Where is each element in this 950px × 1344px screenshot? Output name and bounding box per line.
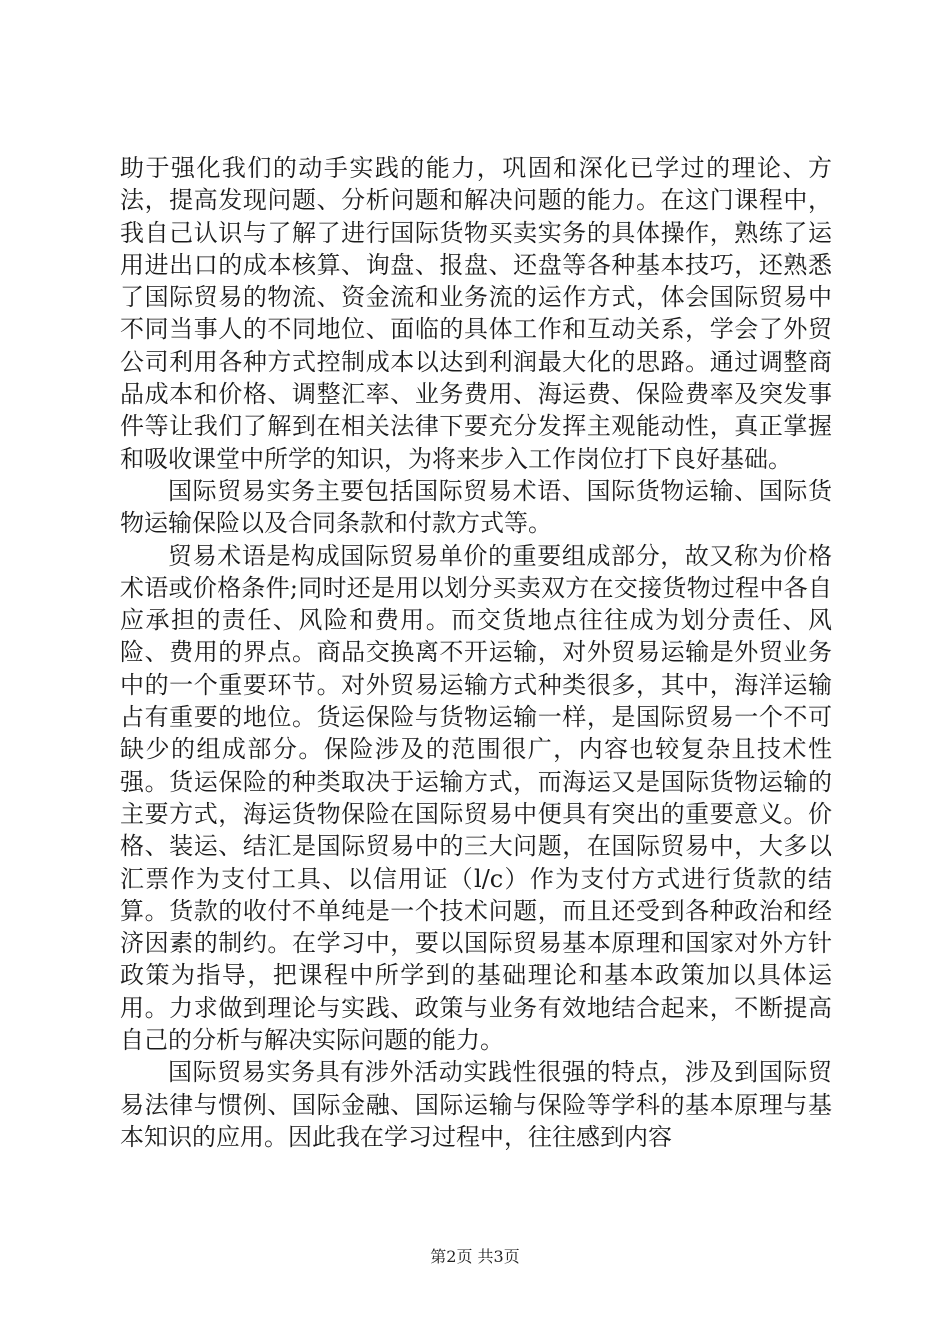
- paragraph-continuation: 助于强化我们的动手实践的能力，巩固和深化已学过的理论、方法，提高发现问题、分析问题和解决问题的能力。在这门课程中，我自己认识与了解了进行国际货物买卖实务的具体操作，熟练了运用进出口的成本核算、询盘、报盘、还盘等各种基本技巧，还熟悉了国际贸易的物流、资金流和业务流的运作方式，体会国际贸易中不同当事人的不同地位、面临的具体工作和互动关系，学会了外贸公司利用各种方式控制成本以达到利润最大化的思路。通过调整商品成本和价格、调整汇率、业务费用、海运费、保险费率及突发事件等让我们了解到在相关法律下要充分发挥主观能动性，真正掌握和吸收课堂中所学的知识，为将来步入工作岗位打下良好基础。: [120, 154, 832, 473]
- page-number-footer: 第2页 共3页: [430, 1247, 520, 1266]
- body-text: [120, 152, 832, 1153]
- paragraph-trade-practice-overview: 国际贸易实务主要包括国际贸易术语、国际货物运输、国际货物运输保险以及合同条款和付款方式等。: [120, 476, 832, 538]
- paragraph-practical-nature: 国际贸易实务具有涉外活动实践性很强的特点，涉及到国际贸易法律与惯例、国际金融、国际运输与保险等学科的基本原理与基本知识的应用。因此我在学习过程中，往往感到内容: [120, 1058, 832, 1151]
- paragraph-trade-terms: 贸易术语是构成国际贸易单价的重要组成部分，故又称为价格术语或价格条件;同时还是用以划分买卖双方在交接货物过程中各自应承担的责任、风险和费用。而交货地点往往成为划分责任、风险、费用的界点。商品交换离不开运输，对外贸易运输是外贸业务中的一个重要环节。对外贸易运输方式种类很多，其中，海洋运输占有重要的地位。货运保险与货物运输一样，是国际贸易一个不可缺少的组成部分。保险涉及的范围很广，内容也较复杂且技术性强。货运保险的种类取决于运输方式，而海运又是国际货物运输的主要方式，海运货物保险在国际贸易中便具有突出的重要意义。价格、装运、结汇是国际贸易中的三大问题，在国际贸易中，大多以汇票作为支付工具、以信用证（l/c）作为支付方式进行货款的结算。货款的收付不单纯是一个技术问题，而且还受到各种政治和经济因素的制约。在学习中，要以国际贸易基本原理和国家对外方针政策为指导，把课程中所学到的基础理论和基本政策加以具体运用。力求做到理论与实践、政策与业务有效地结合起来，不断提高自己的分析与解决实际问题的能力。: [120, 541, 832, 1055]
